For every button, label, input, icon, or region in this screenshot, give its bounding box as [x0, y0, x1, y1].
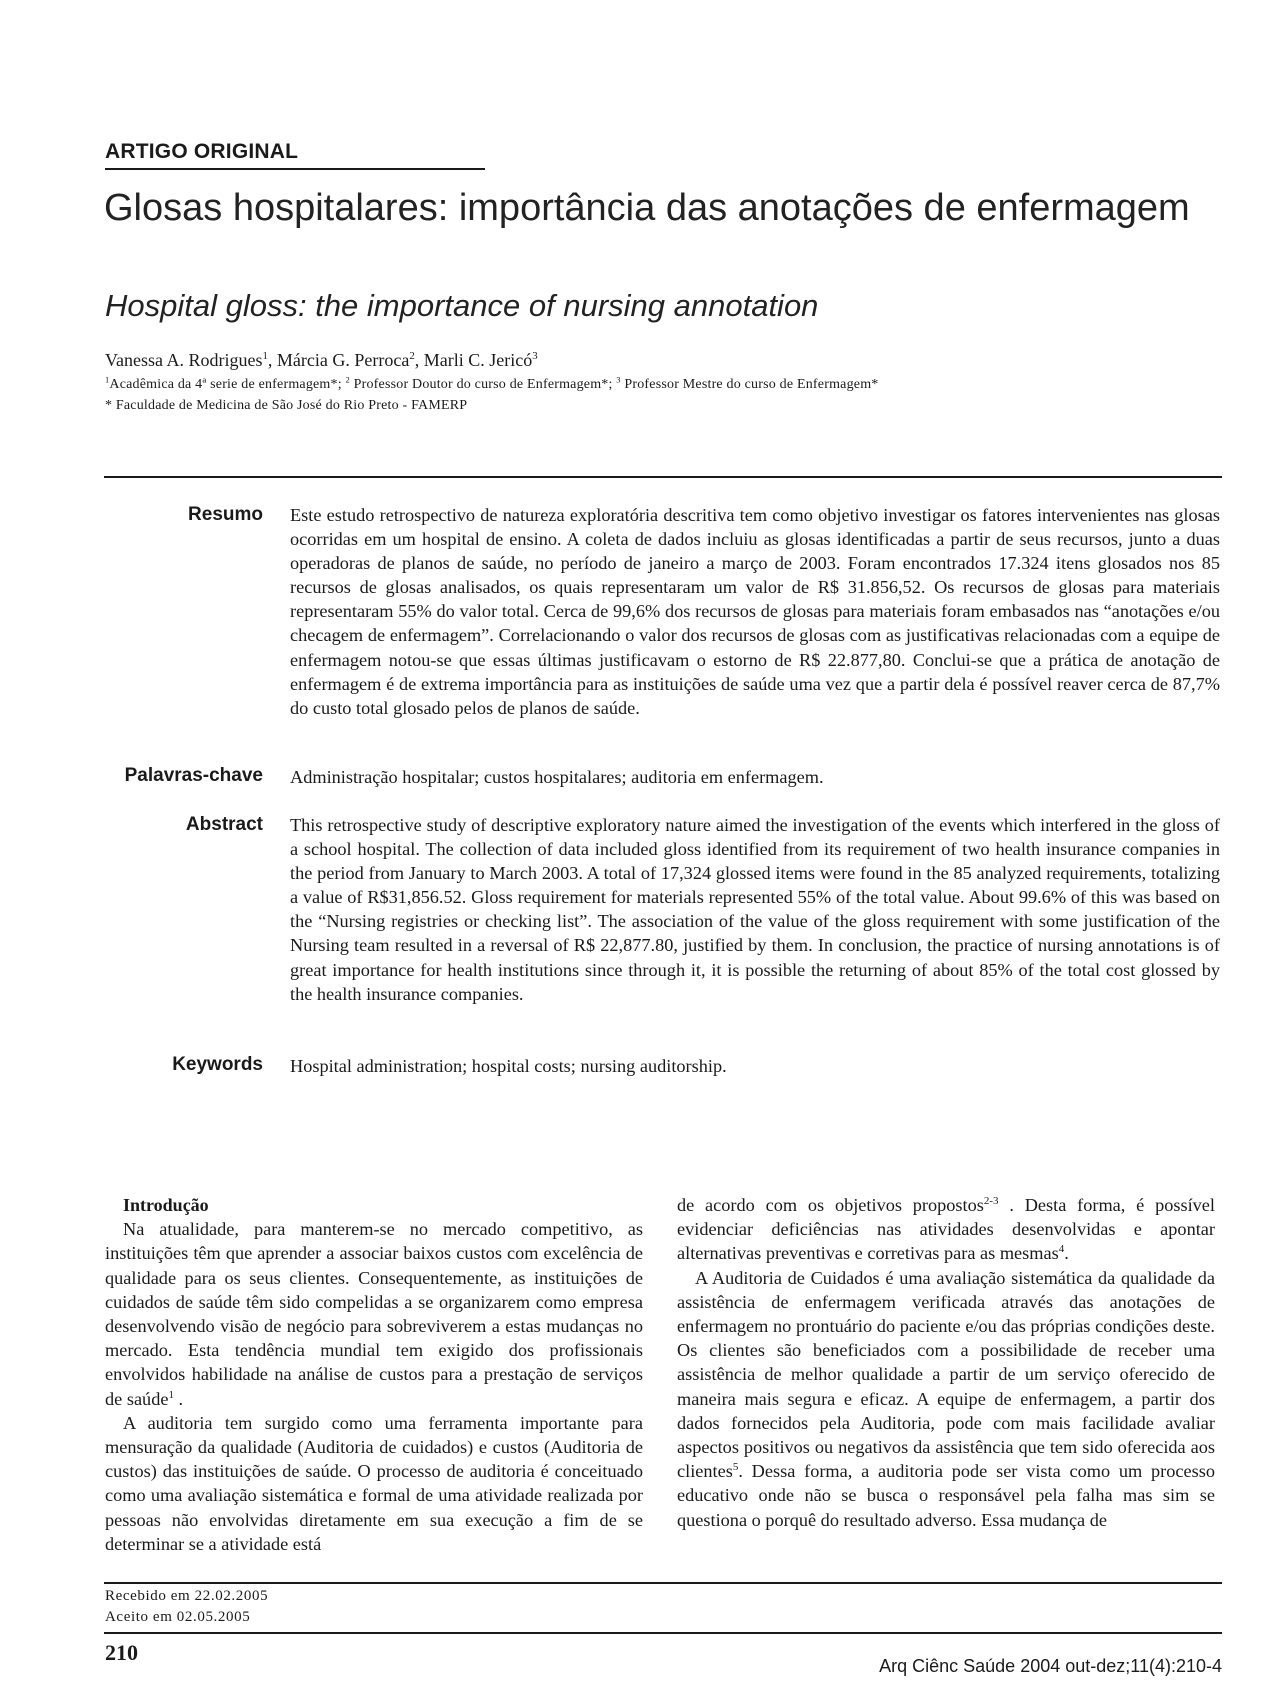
- accepted-date: Aceito em 02.05.2005: [105, 1609, 251, 1625]
- footer-divider-bottom: [104, 1632, 1222, 1634]
- citation-marker: 1: [168, 1388, 174, 1401]
- palavras-chave-text: Administração hospitalar; custos hospitalares; auditoria em enfermagem.: [290, 767, 824, 787]
- affiliation-text: Professor Mestre do curso de Enfermagem*: [620, 377, 879, 392]
- paragraph-text: . Desta forma, é possível evidenciar deficiências nas atividades desenvolvidas e apontar alternativas preventivas e corretivas para as mesmas: [677, 1195, 1215, 1264]
- affiliation-text: Acadêmica da 4ª serie de enfermagem*;: [109, 377, 346, 392]
- palavras-chave-label: Palavras-chave: [124, 765, 263, 786]
- keywords-label: Keywords: [172, 1054, 263, 1075]
- paragraph-text: .: [173, 1388, 184, 1409]
- affiliation-text: Professor Doutor do curso de Enfermagem*;: [349, 377, 617, 392]
- citation-marker: 5: [732, 1461, 739, 1474]
- author-affiliation-marker: 1: [262, 350, 268, 362]
- body-column-right: [677, 1193, 1215, 1532]
- paragraph-text: .: [1064, 1243, 1069, 1264]
- footer-divider-top: [104, 1582, 1222, 1584]
- article-title: Glosas hospitalares: importância das anotações de enfermagem: [104, 187, 1190, 229]
- citation-marker: 2-3: [983, 1194, 999, 1207]
- body-paragraph: [105, 1217, 643, 1411]
- paragraph-text: A Auditoria de Cuidados é uma avaliação sistemática da qualidade da assistência de enfermagem verificada através das anotações de enfermagem no prontuário do paciente e/ou das próprias condições deste. Os clientes são beneficiados com a possibilidade de receber uma assistência de melhor qualidade a partir de um serviço oferecido de maneira mais segura e eficaz. A equipe de enfermagem, a partir dos dados fornecidos pela Auditoria, pode com mais facilidade avaliar aspectos positivos ou negativos da assistência que tem sido oferecida aos clientes: [677, 1267, 1215, 1482]
- affiliation-marker: 3: [616, 375, 621, 385]
- citation-marker: 4: [1058, 1243, 1065, 1256]
- author-separator: ,: [267, 350, 277, 370]
- body-paragraph: [677, 1193, 1215, 1266]
- affiliations-line: [105, 377, 878, 393]
- affiliation-marker: 1: [105, 375, 110, 385]
- body-paragraph: A auditoria tem surgido como uma ferramenta importante para mensuração da qualidade (Auditoria de cuidados) e custos (Auditoria de custos) das instituições de saúde. O processo de auditoria é conceituado como uma avaliação sistemática e formal de uma atividade realizada por pessoas não envolvidas diretamente em sua execução a fim de se determinar se a atividade está: [105, 1412, 643, 1554]
- author-affiliation-marker: 3: [532, 350, 538, 362]
- affiliation-marker: 2: [345, 375, 350, 385]
- article-subtitle: Hospital gloss: the importance of nursing annotation: [105, 288, 819, 323]
- journal-citation: Arq Ciênc Saúde 2004 out-dez;11(4):210-4: [879, 1656, 1222, 1676]
- received-date: Recebido em 22.02.2005: [105, 1588, 269, 1604]
- header-divider: [104, 476, 1222, 478]
- abstract-text: This retrospective study of descriptive exploratory nature aimed the investigation of the events which interfered in the gloss of a school hospital. The collection of data included gloss identified from its requirement of two health insurance companies in the period from January to March 2003. A total of 17,324 glossed items were found in the 85 analyzed requirements, totalizing a value of R$31,856.52. Gloss requirement for materials represented 55% of the total value. About 99.6% of this was based on the “Nursing registries or checking list”. The association of the value of the gloss requirement with some justification of the Nursing team resulted in a reversal of R$ 22,877.80, justified by them. In conclusion, the practice of nursing annotations is of great importance for health institutions since through it, it is possible the returning of about 85% of the total cost glossed by the health insurance companies.: [290, 815, 1220, 1004]
- author-separator: ,: [414, 350, 424, 370]
- resumo-label: Resumo: [188, 504, 263, 525]
- page-number: 210: [105, 1640, 138, 1665]
- paragraph-text: Na atualidade, para manterem-se no mercado competitivo, as instituições têm que aprender a associar baixos custos com excelência de qualidade para os seus clientes. Consequentemente, as instituições de cuidados de saúde têm sido compelidas a se organizarem como empresa desenvolvendo visão de negócio para sobreviverem a estas mudanças no mercado. Esta tendência mundial tem exigido dos profissionais envolvidos habilidade na análise de custos para a prestação de serviços de saúde: [105, 1219, 643, 1409]
- section-label: ARTIGO ORIGINAL: [105, 140, 299, 163]
- abstract-label: Abstract: [185, 814, 263, 835]
- resumo-text: Este estudo retrospectivo de natureza exploratória descritiva tem como objetivo investigar os fatores intervenientes nas glosas ocorridas em um hospital de ensino. A coleta de dados incluiu as glosas identificadas a partir de seus recursos, junto a duas operadoras de planos de saúde, no período de janeiro a março de 2003. Foram encontrados 17.324 itens glosados nos 85 recursos de glosas analisados, os quais representaram um valor de R$ 31.856,52. Os recursos de glosas para materiais representaram 55% do valor total. Cerca de 99,6% dos recursos de glosas para materiais foram embasados nas “anotações e/ou checagem de enfermagem”. Correlacionando o valor dos recursos de glosas com as justificativas relacionadas com a equipe de enfermagem notou-se que essas últimas justificavam o estorno de R$ 22.877,80. Conclui-se que a prática de anotação de enfermagem é de extrema importância para as instituições de saúde uma vez que a partir dela é possível reaver cerca de 87,7% do custo total glosado pelos de planos de saúde.: [290, 505, 1220, 718]
- paragraph-text: de acordo com os objetivos propostos: [677, 1195, 984, 1215]
- author-name: Márcia G. Perroca: [276, 350, 410, 370]
- author-affiliation-marker: 2: [409, 350, 415, 362]
- section-heading-introducao: Introdução: [123, 1195, 209, 1215]
- institution-line: * Faculdade de Medicina de São José do Rio Preto - FAMERP: [105, 398, 468, 413]
- author-list: [105, 350, 538, 371]
- paragraph-text: . Dessa forma, a auditoria pode ser vista como um processo educativo onde não se busca o responsável pela falha mas sim se questiona o porquê do resultado adverso. Essa mudança de: [677, 1461, 1215, 1530]
- body-column-left: [105, 1193, 643, 1556]
- keywords-text: Hospital administration; hospital costs; nursing auditorship.: [290, 1056, 727, 1076]
- author-name: Vanessa A. Rodrigues: [105, 350, 263, 370]
- section-underline: [105, 168, 485, 170]
- author-name: Marli C. Jericó: [423, 350, 533, 370]
- body-paragraph: [677, 1266, 1215, 1532]
